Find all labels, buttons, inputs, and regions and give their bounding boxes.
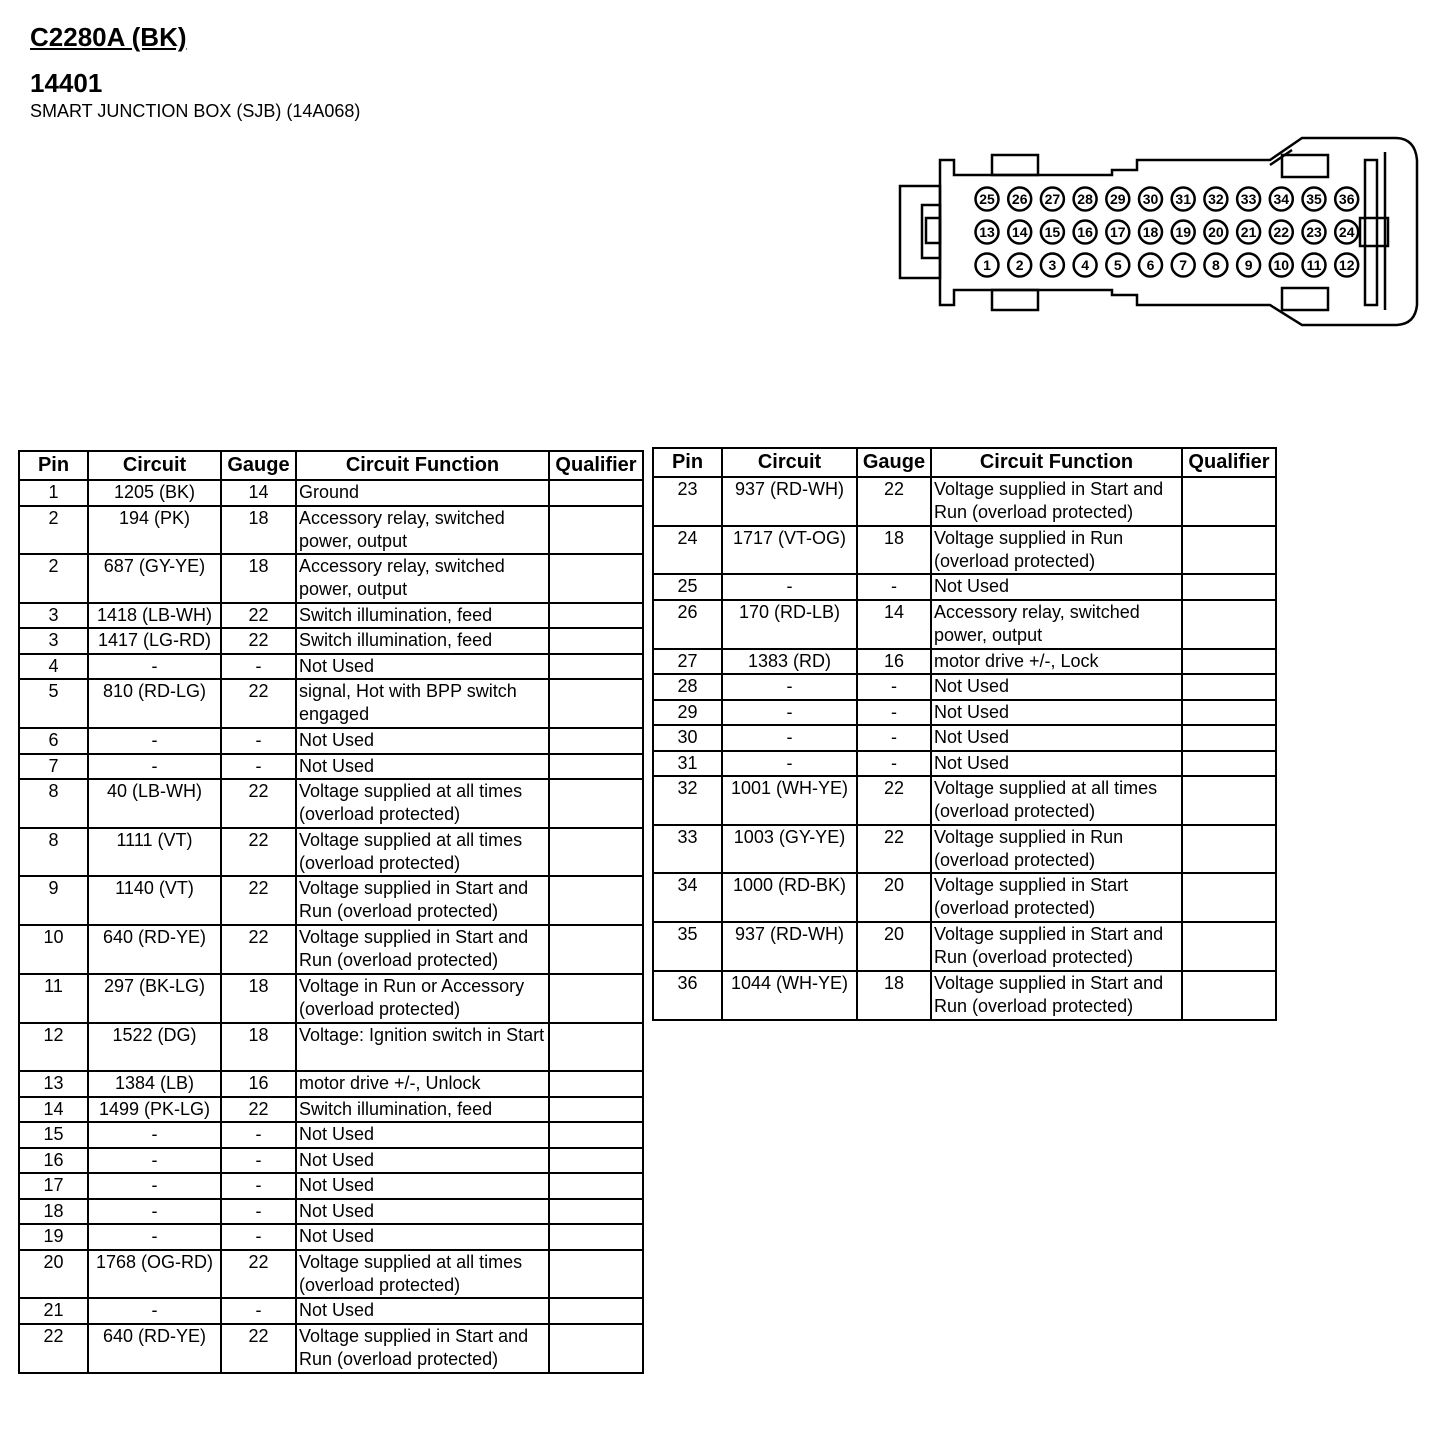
table-row: [19, 506, 643, 555]
table-row: [653, 700, 1276, 726]
cell-circuit-function: Voltage supplied in Start and Run (overload protected): [931, 922, 1182, 971]
pin-number: 5: [1113, 257, 1122, 273]
cell-gauge: 18: [221, 554, 296, 603]
cell-circuit: 194 (PK): [88, 506, 221, 555]
pin-number: 19: [1175, 224, 1191, 240]
cell-circuit: -: [88, 1199, 221, 1225]
cell-pin: 34: [653, 873, 722, 922]
cell-pin: 32: [653, 776, 722, 825]
table-row: [19, 1298, 643, 1324]
cell-pin: 14: [19, 1097, 88, 1123]
cell-pin: 9: [19, 876, 88, 925]
cell-circuit: 297 (BK-LG): [88, 974, 221, 1023]
pin-number: 16: [1077, 224, 1093, 240]
pin-number: 31: [1175, 191, 1191, 207]
cell-qualifier: [549, 925, 643, 974]
cell-circuit: -: [88, 728, 221, 754]
cell-qualifier: [1182, 526, 1276, 575]
cell-gauge: 22: [221, 1324, 296, 1373]
cell-qualifier: [1182, 873, 1276, 922]
cell-circuit-function: Voltage supplied in Run (overload protected): [931, 825, 1182, 874]
pin-number: 34: [1273, 191, 1290, 207]
cell-pin: 19: [19, 1224, 88, 1250]
table-row: [653, 477, 1276, 526]
cell-circuit: 640 (RD-YE): [88, 1324, 221, 1373]
table-row: [653, 649, 1276, 675]
pin-number: 15: [1044, 224, 1061, 240]
pin-number: 30: [1142, 191, 1159, 207]
cell-qualifier: [549, 654, 643, 680]
cell-gauge: -: [221, 1148, 296, 1174]
cell-qualifier: [549, 876, 643, 925]
pin-number: 13: [979, 224, 995, 240]
header-qualifier: Qualifier: [549, 451, 643, 480]
cell-gauge: -: [221, 754, 296, 780]
cell-qualifier: [1182, 574, 1276, 600]
cell-circuit-function: Not Used: [296, 1199, 549, 1225]
pinout-table-right: [652, 447, 1277, 1021]
cell-qualifier: [1182, 825, 1276, 874]
pin-number: 25: [979, 191, 995, 207]
cell-circuit: -: [722, 700, 857, 726]
connector-title: C2280A (BK): [30, 22, 187, 52]
cell-gauge: 18: [221, 974, 296, 1023]
cell-circuit: -: [88, 1148, 221, 1174]
cell-pin: 7: [19, 754, 88, 780]
header-gauge: Gauge: [221, 451, 296, 480]
cell-gauge: -: [221, 1199, 296, 1225]
cell-pin: 17: [19, 1173, 88, 1199]
cell-gauge: -: [857, 574, 931, 600]
cell-pin: 5: [19, 679, 88, 728]
table-row: [19, 779, 643, 828]
table-row: [19, 1224, 643, 1250]
table-row: [653, 776, 1276, 825]
cell-circuit-function: Voltage supplied at all times (overload protected): [296, 1250, 549, 1299]
cell-qualifier: [1182, 600, 1276, 649]
pin-number: 2: [1015, 257, 1024, 273]
cell-pin: 30: [653, 725, 722, 751]
cell-circuit: -: [88, 754, 221, 780]
table-row: [19, 925, 643, 974]
cell-qualifier: [549, 974, 643, 1023]
cell-qualifier: [549, 1071, 643, 1097]
cell-circuit: 1499 (PK-LG): [88, 1097, 221, 1123]
cell-pin: 4: [19, 654, 88, 680]
table-row: [653, 751, 1276, 777]
cell-qualifier: [549, 628, 643, 654]
cell-circuit-function: Not Used: [296, 1148, 549, 1174]
header-circuit-function: Circuit Function: [931, 448, 1182, 477]
pin-number: 8: [1212, 257, 1220, 273]
cell-pin: 2: [19, 554, 88, 603]
cell-qualifier: [549, 1122, 643, 1148]
cell-circuit-function: Not Used: [931, 700, 1182, 726]
cell-qualifier: [549, 1224, 643, 1250]
pin-number: 27: [1044, 191, 1061, 207]
cell-pin: 3: [19, 603, 88, 629]
header-qualifier: Qualifier: [1182, 448, 1276, 477]
pin-number: 18: [1142, 224, 1159, 240]
cell-gauge: 22: [221, 925, 296, 974]
table-row: [19, 1173, 643, 1199]
table-row: [653, 825, 1276, 874]
cell-pin: 20: [19, 1250, 88, 1299]
connector-face-diagram: [890, 130, 1430, 330]
cell-gauge: -: [221, 1122, 296, 1148]
cell-qualifier: [549, 1023, 643, 1072]
pin-number: 21: [1240, 224, 1257, 240]
pinout-table-left: [18, 450, 644, 1374]
table-row: [653, 971, 1276, 1020]
cell-circuit-function: Not Used: [296, 654, 549, 680]
header-pin: Pin: [19, 451, 88, 480]
pin-number: 35: [1306, 191, 1322, 207]
cell-gauge: 22: [221, 779, 296, 828]
cell-gauge: 22: [221, 876, 296, 925]
pin-number: 22: [1273, 224, 1290, 240]
pin-number: 12: [1338, 257, 1355, 273]
cell-pin: 3: [19, 628, 88, 654]
cell-qualifier: [1182, 477, 1276, 526]
cell-circuit-function: Not Used: [296, 1224, 549, 1250]
cell-qualifier: [549, 1298, 643, 1324]
cell-circuit: -: [88, 1224, 221, 1250]
cell-circuit: 937 (RD-WH): [722, 922, 857, 971]
cell-circuit: 1140 (VT): [88, 876, 221, 925]
cell-circuit-function: Not Used: [296, 1298, 549, 1324]
table-row: [19, 974, 643, 1023]
header-pin: Pin: [653, 448, 722, 477]
cell-circuit-function: Switch illumination, feed: [296, 628, 549, 654]
table-row: [653, 922, 1276, 971]
table-row: [19, 754, 643, 780]
pin-number: 24: [1338, 224, 1355, 240]
cell-circuit-function: Voltage supplied at all times (overload protected): [296, 828, 549, 877]
cell-gauge: -: [857, 751, 931, 777]
component-description: SMART JUNCTION BOX (SJB) (14A068): [30, 101, 361, 121]
cell-gauge: -: [221, 654, 296, 680]
cell-gauge: -: [857, 700, 931, 726]
cell-circuit: 1717 (VT-OG): [722, 526, 857, 575]
table-row: [653, 526, 1276, 575]
cell-pin: 22: [19, 1324, 88, 1373]
cell-qualifier: [549, 480, 643, 506]
pin-number: 32: [1208, 191, 1224, 207]
pin-number: 1: [983, 257, 991, 273]
pin-number: 29: [1110, 191, 1126, 207]
cell-circuit: 1522 (DG): [88, 1023, 221, 1072]
cell-circuit: -: [88, 1173, 221, 1199]
cell-pin: 31: [653, 751, 722, 777]
cell-circuit-function: Voltage supplied in Start and Run (overload protected): [296, 925, 549, 974]
pin-number: 33: [1240, 191, 1257, 207]
component-number: 14401: [30, 68, 103, 98]
cell-gauge: 22: [857, 776, 931, 825]
cell-gauge: -: [221, 1173, 296, 1199]
table-row: [19, 1324, 643, 1373]
cell-circuit-function: Voltage supplied in Start and Run (overload protected): [931, 971, 1182, 1020]
cell-pin: 2: [19, 506, 88, 555]
table-row: [653, 873, 1276, 922]
cell-circuit: 1418 (LB-WH): [88, 603, 221, 629]
pin-number: 9: [1244, 257, 1253, 273]
header-gauge: Gauge: [857, 448, 931, 477]
cell-circuit: 1205 (BK): [88, 480, 221, 506]
table-row: [19, 1199, 643, 1225]
cell-circuit-function: Not Used: [931, 574, 1182, 600]
cell-gauge: 14: [221, 480, 296, 506]
cell-circuit: 640 (RD-YE): [88, 925, 221, 974]
cell-circuit: 810 (RD-LG): [88, 679, 221, 728]
table-row: [19, 1023, 643, 1072]
cell-pin: 26: [653, 600, 722, 649]
table-row: [19, 1148, 643, 1174]
cell-gauge: 18: [221, 1023, 296, 1072]
table-row: [19, 654, 643, 680]
pin-number: 23: [1306, 224, 1322, 240]
cell-gauge: 14: [857, 600, 931, 649]
pin-number: 11: [1306, 257, 1322, 273]
table-row: [19, 728, 643, 754]
table-row: [653, 674, 1276, 700]
cell-circuit-function: Voltage: Ignition switch in Start: [296, 1023, 549, 1072]
cell-qualifier: [1182, 674, 1276, 700]
cell-gauge: 20: [857, 873, 931, 922]
cell-pin: 10: [19, 925, 88, 974]
cell-qualifier: [549, 603, 643, 629]
cell-gauge: 22: [221, 603, 296, 629]
cell-circuit-function: Accessory relay, switched power, output: [931, 600, 1182, 649]
cell-circuit-function: Not Used: [296, 1173, 549, 1199]
cell-pin: 11: [19, 974, 88, 1023]
cell-circuit-function: Not Used: [296, 754, 549, 780]
cell-circuit: 937 (RD-WH): [722, 477, 857, 526]
cell-pin: 8: [19, 779, 88, 828]
table-row: [19, 1250, 643, 1299]
cell-circuit: -: [722, 751, 857, 777]
cell-circuit-function: Not Used: [931, 674, 1182, 700]
table-row: [19, 1122, 643, 1148]
cell-circuit-function: Not Used: [296, 1122, 549, 1148]
cell-circuit-function: Not Used: [931, 751, 1182, 777]
cell-pin: 1: [19, 480, 88, 506]
cell-gauge: 18: [857, 526, 931, 575]
cell-circuit-function: Voltage supplied in Start and Run (overload protected): [296, 1324, 549, 1373]
cell-pin: 29: [653, 700, 722, 726]
pin-number: 3: [1048, 257, 1057, 273]
cell-circuit-function: Voltage supplied in Start and Run (overload protected): [931, 477, 1182, 526]
cell-gauge: 18: [221, 506, 296, 555]
cell-pin: 13: [19, 1071, 88, 1097]
cell-pin: 15: [19, 1122, 88, 1148]
cell-pin: 35: [653, 922, 722, 971]
cell-qualifier: [549, 1199, 643, 1225]
pin-number: 28: [1077, 191, 1093, 207]
cell-gauge: 22: [857, 825, 931, 874]
cell-gauge: 22: [221, 679, 296, 728]
cell-pin: 8: [19, 828, 88, 877]
pin-number: 26: [1011, 191, 1028, 207]
cell-gauge: 22: [221, 828, 296, 877]
cell-pin: 36: [653, 971, 722, 1020]
cell-qualifier: [549, 728, 643, 754]
cell-qualifier: [549, 506, 643, 555]
cell-pin: 16: [19, 1148, 88, 1174]
cell-gauge: 22: [221, 628, 296, 654]
cell-pin: 6: [19, 728, 88, 754]
cell-qualifier: [1182, 776, 1276, 825]
cell-circuit: -: [88, 1122, 221, 1148]
cell-pin: 27: [653, 649, 722, 675]
cell-circuit-function: signal, Hot with BPP switch engaged: [296, 679, 549, 728]
cell-circuit: 1000 (RD-BK): [722, 873, 857, 922]
cell-gauge: 22: [221, 1097, 296, 1123]
cell-qualifier: [549, 1148, 643, 1174]
cell-gauge: -: [857, 674, 931, 700]
cell-qualifier: [1182, 922, 1276, 971]
cell-pin: 25: [653, 574, 722, 600]
table-row: [653, 600, 1276, 649]
cell-qualifier: [1182, 649, 1276, 675]
cell-circuit: -: [88, 654, 221, 680]
cell-circuit: 1384 (LB): [88, 1071, 221, 1097]
cell-circuit-function: Voltage supplied at all times (overload protected): [931, 776, 1182, 825]
table-row: [19, 679, 643, 728]
table-row: [653, 725, 1276, 751]
cell-qualifier: [549, 828, 643, 877]
table-row: [19, 876, 643, 925]
cell-qualifier: [549, 1324, 643, 1373]
pin-number: 10: [1273, 257, 1290, 273]
cell-circuit-function: Voltage supplied in Run (overload protected): [931, 526, 1182, 575]
cell-circuit: 1417 (LG-RD): [88, 628, 221, 654]
table-row: [19, 554, 643, 603]
header-circuit-function: Circuit Function: [296, 451, 549, 480]
cell-circuit-function: Voltage supplied in Start (overload protected): [931, 873, 1182, 922]
cell-circuit: 687 (GY-YE): [88, 554, 221, 603]
table-row: [19, 1071, 643, 1097]
cell-circuit-function: Voltage in Run or Accessory (overload protected): [296, 974, 549, 1023]
pin-number: 17: [1110, 224, 1126, 240]
table-row: [19, 1097, 643, 1123]
cell-pin: 33: [653, 825, 722, 874]
table-row: [653, 574, 1276, 600]
cell-gauge: -: [221, 1298, 296, 1324]
cell-pin: 24: [653, 526, 722, 575]
cell-pin: 23: [653, 477, 722, 526]
cell-pin: 12: [19, 1023, 88, 1072]
table-row: [19, 628, 643, 654]
header-circuit: Circuit: [88, 451, 221, 480]
cell-circuit: 1044 (WH-YE): [722, 971, 857, 1020]
header-circuit: Circuit: [722, 448, 857, 477]
cell-circuit: 1001 (WH-YE): [722, 776, 857, 825]
cell-circuit: 1383 (RD): [722, 649, 857, 675]
cell-qualifier: [1182, 725, 1276, 751]
cell-qualifier: [549, 779, 643, 828]
table-row: [19, 603, 643, 629]
cell-qualifier: [549, 1250, 643, 1299]
pin-number: 20: [1208, 224, 1224, 240]
cell-gauge: -: [221, 1224, 296, 1250]
cell-gauge: 16: [221, 1071, 296, 1097]
cell-circuit: 1768 (OG-RD): [88, 1250, 221, 1299]
cell-gauge: -: [857, 725, 931, 751]
cell-pin: 21: [19, 1298, 88, 1324]
cell-pin: 28: [653, 674, 722, 700]
cell-circuit: -: [722, 725, 857, 751]
cell-circuit: -: [722, 674, 857, 700]
cell-qualifier: [1182, 700, 1276, 726]
cell-circuit-function: Accessory relay, switched power, output: [296, 506, 549, 555]
cell-gauge: 22: [221, 1250, 296, 1299]
cell-circuit-function: Voltage supplied at all times (overload protected): [296, 779, 549, 828]
cell-circuit: 170 (RD-LB): [722, 600, 857, 649]
cell-circuit: 1111 (VT): [88, 828, 221, 877]
cell-circuit: -: [722, 574, 857, 600]
cell-qualifier: [549, 754, 643, 780]
cell-qualifier: [549, 679, 643, 728]
cell-gauge: 22: [857, 477, 931, 526]
cell-qualifier: [549, 554, 643, 603]
cell-circuit-function: Switch illumination, feed: [296, 1097, 549, 1123]
cell-circuit-function: Not Used: [931, 725, 1182, 751]
cell-circuit-function: motor drive +/-, Unlock: [296, 1071, 549, 1097]
cell-circuit-function: Not Used: [296, 728, 549, 754]
cell-circuit-function: Ground: [296, 480, 549, 506]
cell-qualifier: [549, 1173, 643, 1199]
cell-qualifier: [549, 1097, 643, 1123]
cell-circuit: 1003 (GY-YE): [722, 825, 857, 874]
cell-circuit-function: Accessory relay, switched power, output: [296, 554, 549, 603]
cell-pin: 18: [19, 1199, 88, 1225]
cell-circuit-function: Switch illumination, feed: [296, 603, 549, 629]
pin-number: 36: [1338, 191, 1355, 207]
cell-gauge: 20: [857, 922, 931, 971]
cell-circuit-function: Voltage supplied in Start and Run (overload protected): [296, 876, 549, 925]
pin-number: 14: [1011, 224, 1028, 240]
cell-circuit: 40 (LB-WH): [88, 779, 221, 828]
cell-qualifier: [1182, 751, 1276, 777]
table-row: [19, 828, 643, 877]
pin-number: 6: [1146, 257, 1155, 273]
cell-gauge: 16: [857, 649, 931, 675]
table-row: [19, 480, 643, 506]
cell-gauge: 18: [857, 971, 931, 1020]
cell-qualifier: [1182, 971, 1276, 1020]
pin-number: 7: [1179, 257, 1188, 273]
cell-gauge: -: [221, 728, 296, 754]
cell-circuit: -: [88, 1298, 221, 1324]
cell-circuit-function: motor drive +/-, Lock: [931, 649, 1182, 675]
pin-number: 4: [1081, 257, 1089, 273]
